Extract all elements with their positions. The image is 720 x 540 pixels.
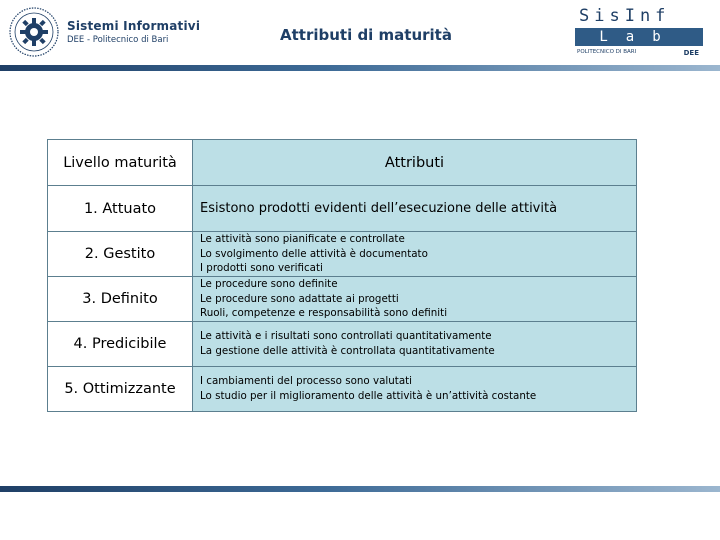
attribute-line: Lo studio per il miglioramento delle attività è un’attività costante xyxy=(200,390,537,402)
attribute-line: Esistono prodotti evidenti dell’esecuzione delle attività xyxy=(200,201,558,216)
table-row xyxy=(48,277,637,322)
attribute-line: La gestione delle attività è controllata quantitativamente xyxy=(200,345,495,357)
table-row xyxy=(48,232,637,277)
attribute-line: Le procedure sono definite xyxy=(200,278,338,291)
brand-title: Sistemi Informativi xyxy=(67,19,201,33)
header-level: Livello maturità xyxy=(48,140,193,186)
attribute-line: Lo svolgimento delle attività è documentato xyxy=(200,247,428,260)
lab-logo-footer xyxy=(575,49,703,59)
attribute-line: Le procedure sono adattate ai progetti xyxy=(200,292,399,305)
sisinf-lab-logo xyxy=(575,6,703,59)
table-row xyxy=(48,367,637,412)
lab-logo-bar: Lab xyxy=(575,28,703,46)
level-cell: 4. Predicibile xyxy=(48,322,193,367)
attributes-cell xyxy=(193,277,637,322)
attribute-line: Ruoli, competenze e responsabilità sono definiti xyxy=(200,307,448,320)
attributes-cell xyxy=(193,186,637,232)
table-header-row xyxy=(48,140,637,186)
maturity-table xyxy=(47,139,637,412)
header-attributes: Attributi xyxy=(193,140,637,186)
attributes-cell xyxy=(193,232,637,277)
attribute-line: I prodotti sono verificati xyxy=(200,262,323,275)
attributes-cell xyxy=(193,322,637,367)
attribute-line: I cambiamenti del processo sono valutati xyxy=(200,375,413,388)
level-cell: 5. Ottimizzante xyxy=(48,367,193,412)
header-divider xyxy=(0,65,720,71)
level-cell: 3. Definito xyxy=(48,277,193,322)
level-cell: 1. Attuato xyxy=(48,186,193,232)
politecnico-seal-logo xyxy=(8,6,60,58)
page-title: Attributi di maturità xyxy=(280,26,452,44)
footer-divider xyxy=(0,486,720,492)
lab-footer-left: POLITECNICO DI BARI xyxy=(577,49,637,55)
attribute-line: Le attività e i risultati sono controllati quantitativamente xyxy=(200,330,492,343)
attribute-line: Le attività sono pianificate e controllate xyxy=(200,233,405,246)
table-row xyxy=(48,322,637,367)
brand-subtitle: DEE - Politecnico di Bari xyxy=(67,35,169,45)
attributes-cell xyxy=(193,367,637,412)
lab-footer-right: DEE xyxy=(683,49,699,57)
table-row xyxy=(48,186,637,232)
level-cell: 2. Gestito xyxy=(48,232,193,277)
lab-logo-top: SisInf xyxy=(579,6,671,26)
